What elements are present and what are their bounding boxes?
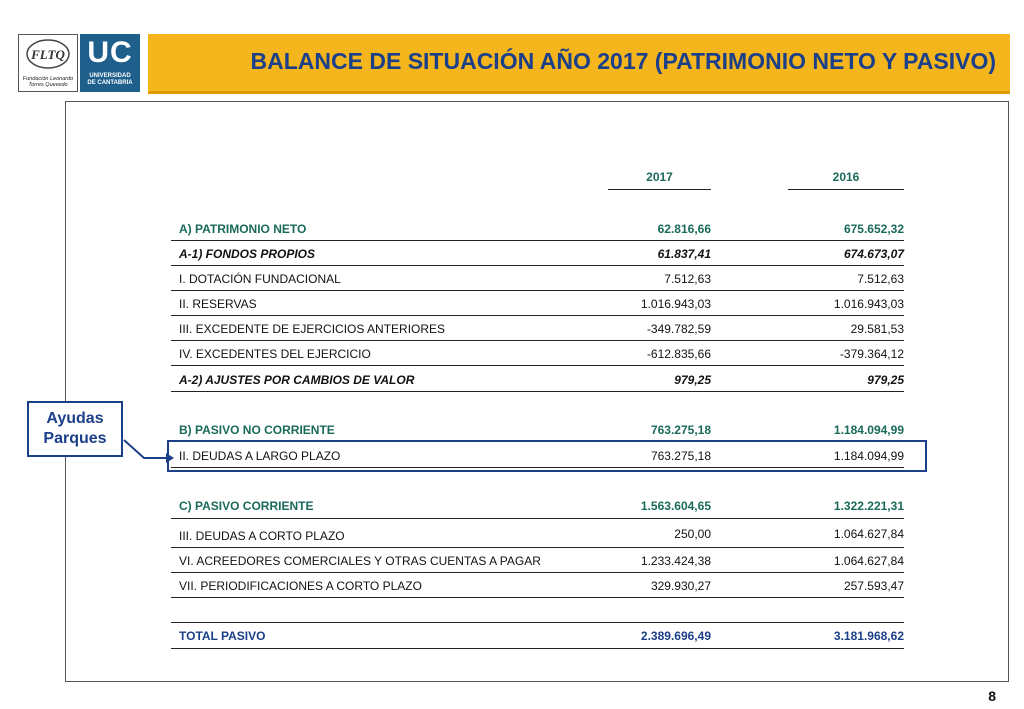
row-label: III. DEUDAS A CORTO PLAZO xyxy=(179,529,345,543)
table-row-ajustes-valor xyxy=(179,368,904,393)
row-label: IV. EXCEDENTES DEL EJERCICIO xyxy=(179,347,371,361)
table-row-deudas-corto-plazo xyxy=(179,522,904,547)
row-label: I. DOTACIÓN FUNDACIONAL xyxy=(179,272,341,286)
row-label: II. DEUDAS A LARGO PLAZO xyxy=(179,449,341,463)
table-row-total-pasivo xyxy=(179,624,904,649)
page-number: 8 xyxy=(988,688,996,704)
row-value-2016: 7.512,63 xyxy=(857,272,904,286)
row-label: VII. PERIODIFICACIONES A CORTO PLAZO xyxy=(179,579,422,593)
row-value-2016: 1.184.094,99 xyxy=(833,449,904,463)
row-divider xyxy=(171,572,904,573)
row-divider xyxy=(171,547,904,548)
row-value-2017: -349.782,59 xyxy=(646,322,711,336)
row-divider xyxy=(171,597,904,598)
row-value-2017: 1.016.943,03 xyxy=(640,297,711,311)
row-divider xyxy=(171,622,904,623)
row-divider xyxy=(171,518,904,519)
table-row-excedentes-ejercicio xyxy=(179,342,904,367)
row-label: B) PASIVO NO CORRIENTE xyxy=(179,423,335,437)
row-divider xyxy=(171,240,904,241)
row-value-2016: 29.581,53 xyxy=(850,322,904,336)
title-bar xyxy=(148,34,1010,94)
row-value-2016: 1.016.943,03 xyxy=(833,297,904,311)
fltq-logo xyxy=(18,34,78,92)
fltq-mark: FLTQ xyxy=(31,47,65,62)
row-value-2017: 763.275,18 xyxy=(650,423,711,437)
row-label: III. EXCEDENTE DE EJERCICIOS ANTERIORES xyxy=(179,322,446,336)
table-row-excedente-anteriores xyxy=(179,317,904,342)
row-value-2017: 250,00 xyxy=(674,527,711,541)
row-value-2016: 1.322.221,31 xyxy=(833,499,904,513)
page-title: BALANCE DE SITUACIÓN AÑO 2017 (PATRIMONIO NETO Y PASIVO) xyxy=(250,48,996,74)
fltq-emblem-icon xyxy=(25,37,71,71)
uc-caption-line1: UNIVERSIDAD xyxy=(89,73,131,79)
column-header-2016-underline xyxy=(788,189,904,190)
row-divider xyxy=(171,315,904,316)
row-label: C) PASIVO CORRIENTE xyxy=(179,499,314,513)
row-value-2017: 7.512,63 xyxy=(664,272,711,286)
row-value-2016: -379.364,12 xyxy=(839,347,904,361)
row-value-2017: 1.563.604,65 xyxy=(640,499,711,513)
row-value-2017: 61.837,41 xyxy=(657,247,711,261)
column-header-2017: 2017 xyxy=(646,170,673,184)
row-value-2016: 674.673,07 xyxy=(843,247,904,261)
row-divider xyxy=(171,340,904,341)
row-label: TOTAL PASIVO xyxy=(179,629,266,643)
row-divider xyxy=(171,265,904,266)
row-label: A) PATRIMONIO NETO xyxy=(179,222,307,236)
row-value-2016: 3.181.968,62 xyxy=(833,629,904,643)
row-value-2016: 1.184.094,99 xyxy=(833,423,904,437)
callout-line1: Ayudas xyxy=(46,410,104,427)
row-value-2017: 1.233.424,38 xyxy=(640,554,711,568)
row-value-2016: 1.064.627,84 xyxy=(833,527,904,541)
table-row-reservas xyxy=(179,292,904,317)
row-value-2016: 1.064.627,84 xyxy=(833,554,904,568)
callout-ayudas-parques xyxy=(27,401,123,457)
table-row-patrimonio-neto xyxy=(179,217,904,242)
table-row-dotacion-fundacional xyxy=(179,267,904,292)
row-value-2017: 763.275,18 xyxy=(650,449,711,463)
row-value-2017: 979,25 xyxy=(674,373,711,387)
table-row-fondos-propios xyxy=(179,242,904,267)
uc-caption-line2: DE CANTABRIA xyxy=(87,80,133,86)
row-divider xyxy=(171,365,904,366)
table-row-periodificaciones xyxy=(179,574,904,599)
row-value-2017: 329.930,27 xyxy=(650,579,711,593)
row-value-2016: 675.652,32 xyxy=(843,222,904,236)
row-value-2016: 257.593,47 xyxy=(843,579,904,593)
fltq-caption: Fundación Leonardo Torres Quevedo xyxy=(22,76,74,88)
uc-mark: UC xyxy=(87,36,133,69)
callout-line2: Parques xyxy=(43,430,107,447)
row-value-2017: 62.816,66 xyxy=(657,222,711,236)
column-header-2016: 2016 xyxy=(832,170,860,184)
table-row-pasivo-corriente xyxy=(179,494,904,519)
row-value-2016: 979,25 xyxy=(867,373,904,387)
table-row-acreedores-comerciales xyxy=(179,549,904,574)
row-divider xyxy=(171,290,904,291)
row-divider xyxy=(171,391,904,392)
row-label: II. RESERVAS xyxy=(179,297,257,311)
highlight-box-deudas-largo-plazo xyxy=(167,440,927,472)
uc-logo xyxy=(80,34,140,92)
row-value-2017: 2.389.696,49 xyxy=(640,629,711,643)
row-label: VI. ACREEDORES COMERCIALES Y OTRAS CUENTAS A PAGAR xyxy=(179,554,541,568)
row-label: A-2) AJUSTES POR CAMBIOS DE VALOR xyxy=(179,373,415,387)
row-value-2017: -612.835,66 xyxy=(646,347,711,361)
row-label: A-1) FONDOS PROPIOS xyxy=(179,247,316,261)
row-divider xyxy=(171,648,904,649)
column-header-2017-underline xyxy=(608,189,711,190)
uc-caption xyxy=(80,73,140,87)
